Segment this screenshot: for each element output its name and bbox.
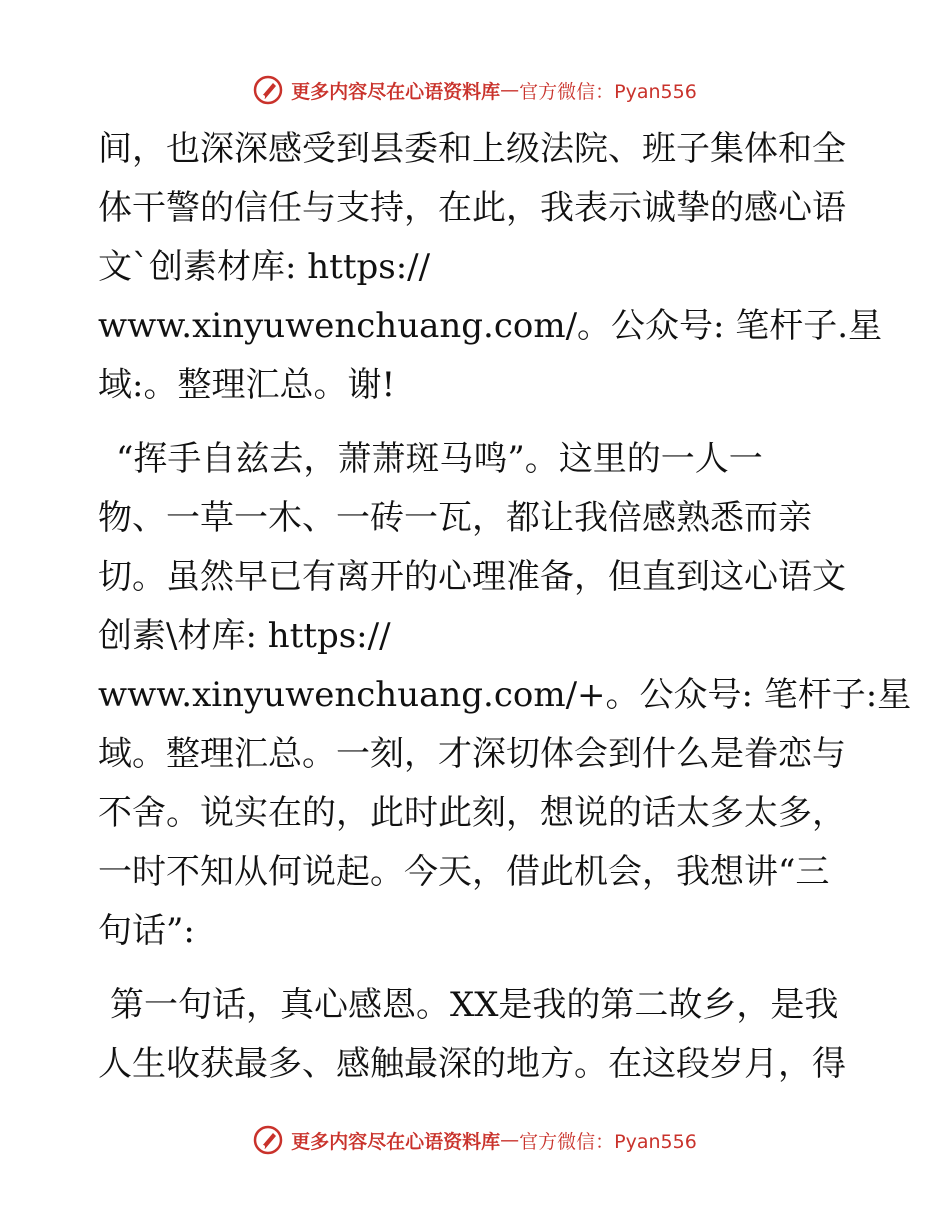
watermark-dash: — bbox=[500, 79, 520, 101]
watermark-text: 更多内容尽在心语资料库 bbox=[291, 1130, 501, 1153]
text-line: 域:。整理汇总。谢! bbox=[98, 365, 396, 405]
watermark-contact: 官方微信：Pyan556 bbox=[519, 80, 697, 103]
text-line: 一时不知从何说起。今天，借此机会，我想讲“三 bbox=[98, 852, 830, 892]
text-line: 文`创素材库: https:// bbox=[98, 247, 431, 287]
paragraph bbox=[98, 120, 883, 415]
text-line: 切。虽然早已有离开的心理准备，但直到这心语文 bbox=[98, 557, 846, 597]
text-line: 体干警的信任与支持，在此，我表示诚挚的感心语 bbox=[98, 188, 846, 228]
paragraph bbox=[98, 430, 912, 961]
pen-logo-icon bbox=[253, 1125, 283, 1155]
text-line: 第一句话，真心感恩。XX是我的第二故乡，是我 bbox=[110, 985, 839, 1025]
text-line: 人生收获最多、感触最深的地方。在这段岁月，得 bbox=[98, 1044, 846, 1084]
text-line: 句话”: bbox=[98, 911, 195, 951]
header-watermark bbox=[0, 70, 950, 110]
text-line: 创素\材库: https:// bbox=[98, 616, 391, 656]
watermark-contact: 官方微信：Pyan556 bbox=[519, 1130, 697, 1153]
text-line: “挥手自兹去，萧萧斑马鸣”。这里的一人一 bbox=[116, 439, 763, 479]
text-line: 域。整理汇总。一刻，才深切体会到什么是眷恋与 bbox=[98, 734, 846, 774]
document-body bbox=[98, 120, 912, 1094]
footer-watermark bbox=[0, 1120, 950, 1160]
pen-logo-icon bbox=[253, 75, 283, 105]
text-line: 间，也深深感受到县委和上级法院、班子集体和全 bbox=[98, 129, 846, 169]
watermark-text: 更多内容尽在心语资料库 bbox=[291, 80, 501, 103]
watermark-dash: — bbox=[500, 1129, 520, 1151]
text-line: 物、一草一木、一砖一瓦，都让我倍感熟悉而亲 bbox=[98, 498, 812, 538]
paragraph bbox=[98, 976, 858, 1094]
text-line: www.xinyuwenchuang.com/+。公众号: 笔杆子:星 bbox=[98, 675, 912, 715]
text-line: 不舍。说实在的，此时此刻，想说的话太多太多， bbox=[98, 793, 846, 833]
text-line: www.xinyuwenchuang.com/。公众号: 笔杆子.星 bbox=[98, 306, 883, 346]
